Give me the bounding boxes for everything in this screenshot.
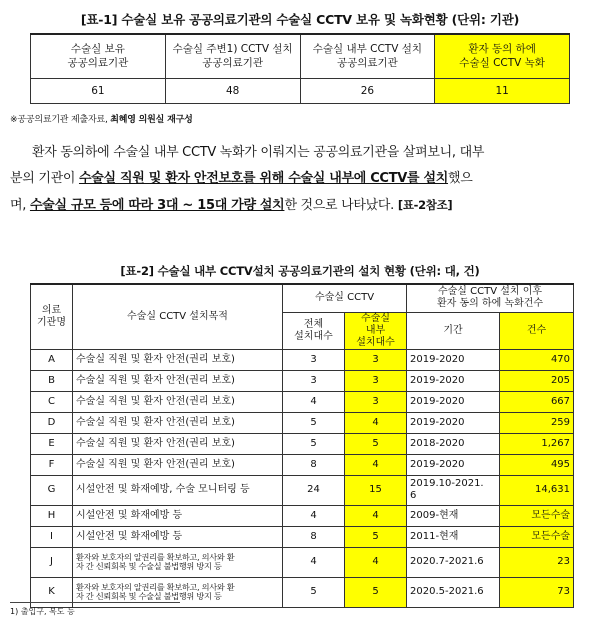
- cell-count: 모든수술: [500, 526, 574, 547]
- cell-org: B: [31, 370, 73, 391]
- cell-internal: 4: [345, 412, 407, 433]
- header-total: 전체 설치대수: [283, 312, 345, 349]
- cell-org: E: [31, 433, 73, 454]
- header-purpose: 수술실 CCTV 설치목적: [73, 284, 283, 349]
- table1-header-cell-highlight: 환자 동의 하에 수술실 CCTV 녹화: [435, 34, 570, 78]
- table2-header-row: [31, 284, 574, 312]
- cell-org: I: [31, 526, 73, 547]
- table1-value-cell: 26: [300, 78, 435, 103]
- cell-purpose: 수술실 직원 및 환자 안전(권리 보호): [73, 370, 283, 391]
- cell-purpose: 수술실 직원 및 환자 안전(권리 보호): [73, 349, 283, 370]
- cell-total: 8: [283, 526, 345, 547]
- cell-org: H: [31, 505, 73, 526]
- cell-purpose: 시설안전 및 화재예방 등: [73, 526, 283, 547]
- cell-total: 4: [283, 391, 345, 412]
- table1-header-cell: 수술실 주변1) CCTV 설치 공공의료기관: [165, 34, 300, 78]
- table-row: [31, 547, 574, 577]
- table2: [30, 283, 574, 608]
- paragraph-line: 분의 기관이 수술실 직원 및 환자 안전보호를 위해 수술실 내부에 CCTV를 설치했으: [10, 171, 473, 186]
- table1-value-cell: 61: [31, 78, 166, 103]
- cell-count: 205: [500, 370, 574, 391]
- table1-header-row: [31, 34, 570, 78]
- cell-period: 2019-2020: [407, 349, 500, 370]
- header-count: 건수: [500, 312, 574, 349]
- table-row: [31, 391, 574, 412]
- cell-period: 2020.5-2021.6: [407, 577, 500, 607]
- cell-count: 495: [500, 454, 574, 475]
- table-row: [31, 433, 574, 454]
- cell-period: 2019-2020: [407, 370, 500, 391]
- table1-header-cell: 수술실 보유 공공의료기관: [31, 34, 166, 78]
- table-row: [31, 370, 574, 391]
- header-period: 기간: [407, 312, 500, 349]
- cell-count: 23: [500, 547, 574, 577]
- cell-period: 2011-현재: [407, 526, 500, 547]
- table1-header-cell: 수술실 내부 CCTV 설치 공공의료기관: [300, 34, 435, 78]
- cell-internal: 3: [345, 370, 407, 391]
- cell-internal: 3: [345, 349, 407, 370]
- cell-total: 8: [283, 454, 345, 475]
- cell-org: G: [31, 475, 73, 505]
- source-note: ※공공의료기관 제출자료, 최혜영 의원실 재구성: [10, 115, 193, 125]
- table1-value-cell: 48: [165, 78, 300, 103]
- cell-count: 259: [500, 412, 574, 433]
- cell-total: 4: [283, 505, 345, 526]
- cell-period: 2019-2020: [407, 412, 500, 433]
- header-org: 의료 기관명: [31, 284, 73, 349]
- cell-purpose: 시설안전 및 화재예방, 수술 모니터링 등: [73, 475, 283, 505]
- cell-purpose: 시설안전 및 화재예방 등: [73, 505, 283, 526]
- table-row: [31, 412, 574, 433]
- cell-internal: 5: [345, 577, 407, 607]
- cell-period: 2009-현재: [407, 505, 500, 526]
- cell-total: 5: [283, 577, 345, 607]
- cell-count: 667: [500, 391, 574, 412]
- header-internal: 수술실 내부 설치대수: [345, 312, 407, 349]
- table-row: [31, 349, 574, 370]
- table1-value-row: [31, 78, 570, 103]
- cell-total: 4: [283, 547, 345, 577]
- cell-period: 2020.7-2021.6: [407, 547, 500, 577]
- table-row: [31, 526, 574, 547]
- cell-purpose: 수술실 직원 및 환자 안전(권리 보호): [73, 412, 283, 433]
- cell-count: 73: [500, 577, 574, 607]
- cell-internal: 3: [345, 391, 407, 412]
- footnote: 1) 출입구, 복도 등: [10, 607, 75, 616]
- cell-internal: 4: [345, 454, 407, 475]
- table-row: [31, 505, 574, 526]
- cell-internal: 15: [345, 475, 407, 505]
- cell-purpose: 수술실 직원 및 환자 안전(권리 보호): [73, 454, 283, 475]
- cell-period: 2019.10-2021. 6: [407, 475, 500, 505]
- cell-org: C: [31, 391, 73, 412]
- cell-org: F: [31, 454, 73, 475]
- cell-total: 24: [283, 475, 345, 505]
- table1-value-cell-highlight: 11: [435, 78, 570, 103]
- table-row: [31, 454, 574, 475]
- cell-purpose: 수술실 직원 및 환자 안전(권리 보호): [73, 391, 283, 412]
- paragraph-line: 며, 수술실 규모 등에 따라 3대 ~ 15대 가량 설치한 것으로 나타났다. [표-2참조]: [10, 198, 453, 213]
- header-cctv-group: 수술실 CCTV: [283, 284, 407, 312]
- cell-total: 3: [283, 370, 345, 391]
- cell-total: 5: [283, 433, 345, 454]
- table-row: [31, 475, 574, 505]
- cell-count: 1,267: [500, 433, 574, 454]
- cell-purpose: 수술실 직원 및 환자 안전(권리 보호): [73, 433, 283, 454]
- table1: [30, 33, 570, 104]
- cell-purpose: 환자와 보호자의 알권리를 확보하고, 의사와 환 자 간 신뢰회복 및 수술실 불법행위 방지 등: [73, 577, 283, 607]
- cell-org: D: [31, 412, 73, 433]
- cell-internal: 5: [345, 433, 407, 454]
- cell-internal: 4: [345, 547, 407, 577]
- cell-org: J: [31, 547, 73, 577]
- cell-period: 2019-2020: [407, 391, 500, 412]
- cell-internal: 4: [345, 505, 407, 526]
- footnote-divider: [10, 602, 180, 603]
- paragraph-line: 환자 동의하에 수술실 내부 CCTV 녹화가 이뤄지는 공공의료기관을 살펴보니, 대부: [32, 145, 485, 160]
- cell-period: 2019-2020: [407, 454, 500, 475]
- cell-count: 470: [500, 349, 574, 370]
- header-record-group: 수술실 CCTV 설치 이후 환자 동의 하에 녹화건수: [407, 284, 574, 312]
- cell-org: A: [31, 349, 73, 370]
- cell-internal: 5: [345, 526, 407, 547]
- cell-count: 14,631: [500, 475, 574, 505]
- cell-period: 2018-2020: [407, 433, 500, 454]
- cell-total: 3: [283, 349, 345, 370]
- body-paragraph: [10, 140, 594, 219]
- cell-purpose: 환자와 보호자의 알권리를 확보하고, 의사와 환 자 간 신뢰회복 및 수술실 불법행위 방지 등: [73, 547, 283, 577]
- cell-org: K: [31, 577, 73, 607]
- table1-title: [표-1] 수술실 보유 공공의료기관의 수술실 CCTV 보유 및 녹화현황 (단위: 기관): [80, 12, 520, 27]
- table2-title: [표-2] 수술실 내부 CCTV설치 공공의료기관의 설치 현황 (단위: 대, 건): [120, 264, 480, 278]
- cell-count: 모든수술: [500, 505, 574, 526]
- cell-total: 5: [283, 412, 345, 433]
